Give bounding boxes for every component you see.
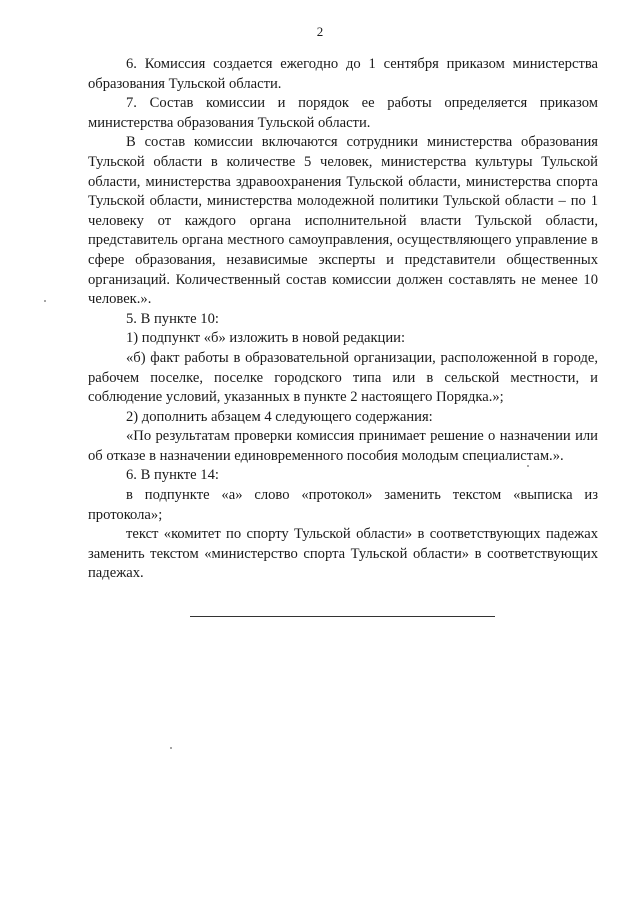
end-of-document-rule — [190, 616, 495, 617]
scan-speck — [170, 747, 172, 749]
paragraph-subpoint-b-text: «б) факт работы в образовательной организации, расположенной в городе, рабочем поселке, поселке городского типа или в сельской местности, и соблюдение условий, указанных в пункте 2 настоящего Порядка.»; — [88, 349, 598, 406]
paragraph-abzac-4-text: «По результатам проверки комиссия принимает решение о назначении или об отказе в назначении единовременного пособия молодым специалистам.». — [88, 428, 598, 464]
paragraph-point-14-heading: 6. В пункте 14: — [126, 467, 219, 484]
paragraph-subpoint-b-heading: 1) подпункт «б» изложить в новой редакции: — [126, 330, 406, 347]
scan-speck — [527, 465, 529, 467]
paragraph-add-abzac-4: 2) дополнить абзацем 4 следующего содержания: — [126, 408, 433, 425]
paragraph-commission-composition: В состав комиссии включаются сотрудники министерства образования Тульской области в количестве 5 человек, министерства культуры Тульской области, министерства здравоохранения Тульской области, министерства спорта Тульской области, министерства молодежной политики Тульской области – по 1 человеку от каждого органа исполнительной власти Тульской области, представитель органа местного самоуправления, осуществляющего управление в сфере образования, независимые эксперты и представители общественных организаций. Количественный состав комиссии должен составлять не менее 10 человек.». — [88, 134, 598, 308]
paragraph-subpoint-a-change: в подпункте «а» слово «протокол» заменить текстом «выписка из протокола»; — [88, 487, 598, 523]
paragraph-item-6: 6. Комиссия создается ежегодно до 1 сентября приказом министерства образования Тульской области. — [88, 56, 598, 92]
scan-speck — [44, 300, 46, 302]
document-body — [88, 55, 598, 584]
page-number: 2 — [316, 24, 324, 39]
paragraph-point-10-heading: 5. В пункте 10: — [126, 310, 219, 327]
paragraph-item-7: 7. Состав комиссии и порядок ее работы определяется приказом министерства образования Тульской области. — [88, 95, 598, 131]
paragraph-sport-committee-change: текст «комитет по спорту Тульской области» в соответствующих падежах заменить текстом «министерство спорта Тульской области» в соответствующих падежах. — [88, 526, 598, 582]
